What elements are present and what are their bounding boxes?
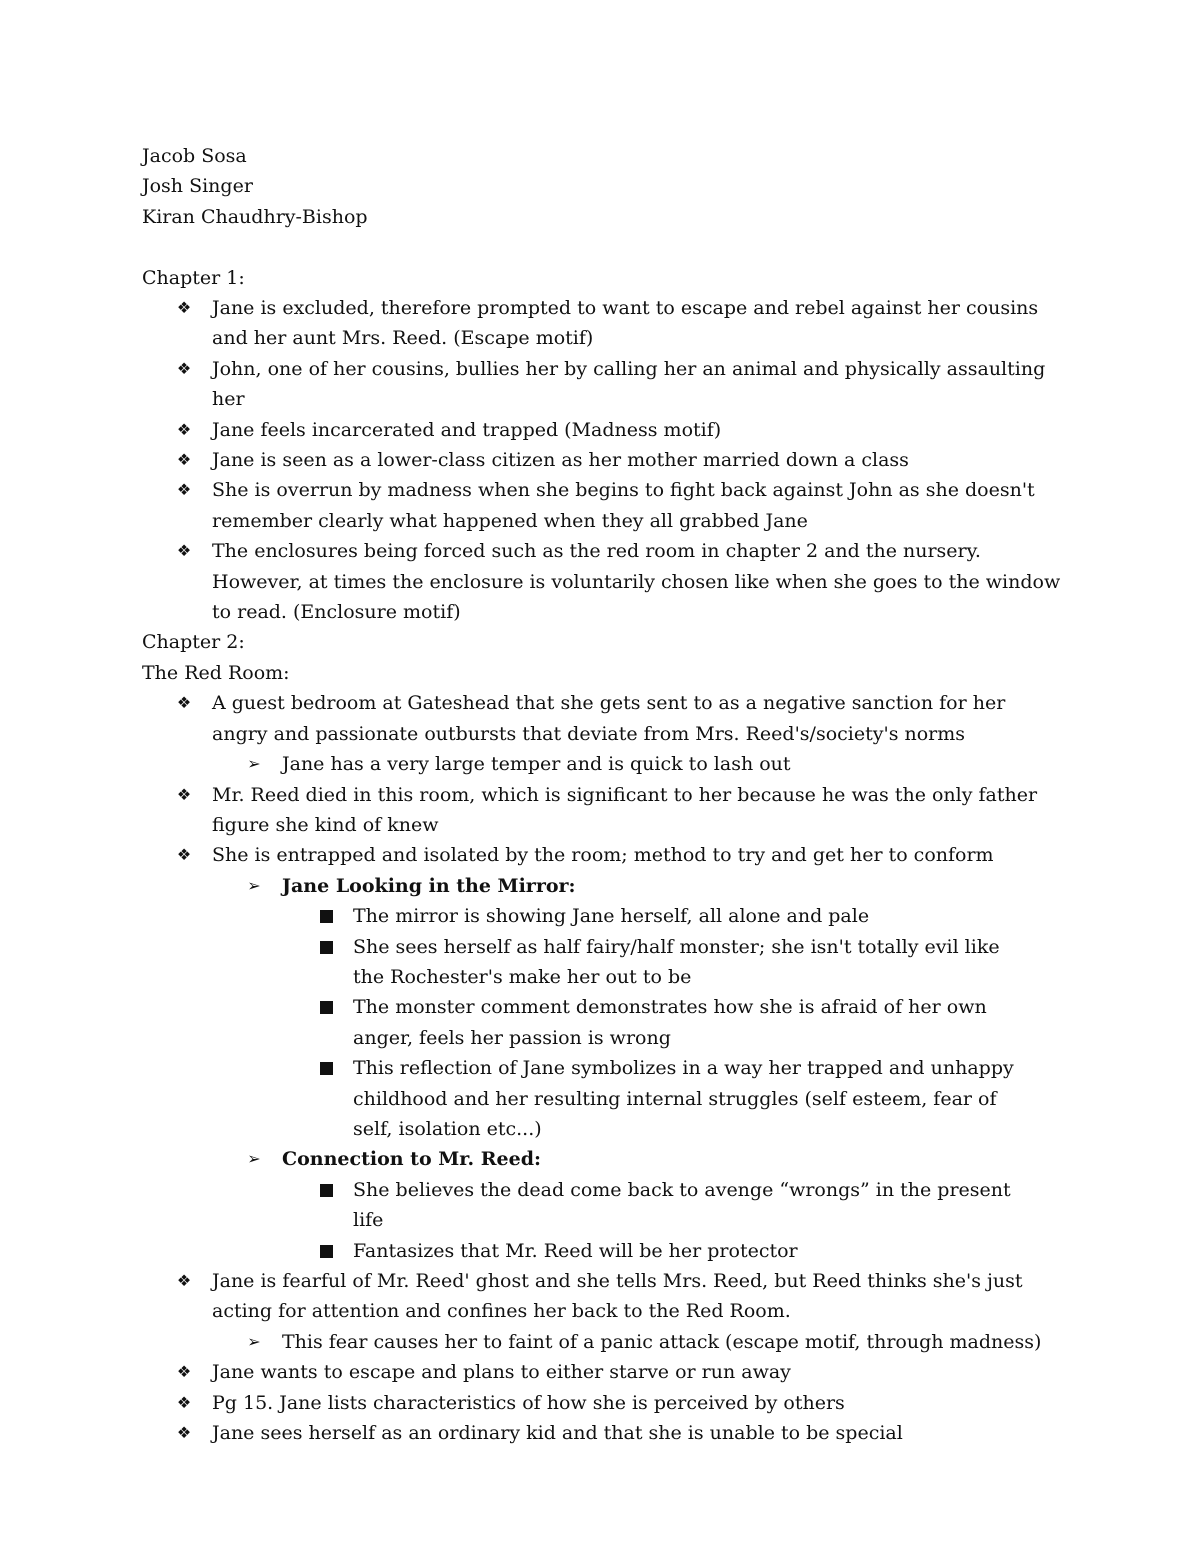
list-item-text: Jane is seen as a lower-class citizen as her mother married down a class (212, 449, 909, 472)
sub-sub-list-item-text: Fantasizes that Mr. Reed will be her protector (353, 1239, 798, 1262)
arrow-bullet-icon: ➢ (247, 1149, 261, 1169)
sub-list-item (142, 1144, 1062, 1174)
diamond-bullet-icon: ❖ (176, 541, 192, 561)
square-bullet-icon (314, 901, 338, 932)
list-item (142, 293, 1062, 354)
diamond-bullet-icon: ❖ (176, 1392, 192, 1412)
sub-sub-list-item (142, 992, 1062, 1053)
list-item-text: The enclosures being forced such as the red room in chapter 2 and the nursery. However, at times the enclosure is voluntarily chosen like when she goes to the window to read. (Enclosure motif) (212, 540, 1061, 624)
list-item (142, 1388, 1062, 1418)
square-bullet-icon (314, 1236, 338, 1267)
author-name: Kiran Chaudhry-Bishop (142, 205, 368, 228)
list-item (142, 354, 1062, 415)
sub-list-item (142, 749, 1062, 779)
list-item (142, 688, 1062, 749)
list-item-text: She is entrapped and isolated by the room; method to try and get her to conform (212, 844, 994, 867)
diamond-bullet-icon: ❖ (176, 784, 192, 804)
blank-line (142, 232, 1062, 262)
list-item (142, 536, 1062, 627)
square-bullet-icon (314, 1053, 338, 1084)
list-item (142, 1357, 1062, 1387)
sub-sub-list-item (142, 1236, 1062, 1266)
sub-sub-list-item (142, 932, 1062, 993)
sub-list-item (142, 1327, 1062, 1357)
author-name: Josh Singer (142, 175, 253, 198)
sub-heading-mirror: Jane Looking in the Mirror: (282, 874, 576, 897)
arrow-bullet-icon: ➢ (247, 875, 261, 895)
chapter-2-heading: Chapter 2: (142, 631, 245, 654)
arrow-bullet-icon: ➢ (247, 1331, 261, 1351)
list-item (142, 780, 1062, 841)
square-bullet-icon (314, 932, 338, 963)
list-item (142, 475, 1062, 536)
diamond-bullet-icon: ❖ (176, 358, 192, 378)
sub-sub-list-item-text: She believes the dead come back to avenge “wrongs” in the present life (353, 1178, 1011, 1232)
sub-list-item-text: This fear causes her to faint of a panic attack (escape motif, through madness) (282, 1330, 1042, 1353)
sub-list-item (142, 871, 1062, 901)
sub-list-item-text: Jane has a very large temper and is quick to lash out (282, 753, 791, 776)
list-item-text: Jane feels incarcerated and trapped (Madness motif) (212, 418, 722, 441)
sub-sub-list-item (142, 901, 1062, 931)
sub-sub-list-item-text: The monster comment demonstrates how she is afraid of her own anger, feels her passion is wrong (353, 996, 987, 1049)
list-item (142, 1266, 1062, 1327)
diamond-bullet-icon: ❖ (176, 1362, 192, 1382)
document-page (142, 141, 1062, 1448)
list-item (142, 415, 1062, 445)
sub-sub-list-item (142, 1053, 1062, 1144)
arrow-bullet-icon: ➢ (247, 754, 261, 774)
sub-sub-list-item-text: She sees herself as half fairy/half monster; she isn't totally evil like the Rochester's make her out to be (353, 935, 1000, 988)
list-item-text: Jane is excluded, therefore prompted to want to escape and rebel against her cousins and her aunt Mrs. Reed. (Escape motif) (212, 297, 1039, 350)
sub-sub-list-item (142, 1175, 1062, 1236)
list-item-text: John, one of her cousins, bullies her by calling her an animal and physically assaulting her (212, 357, 1046, 411)
chapter-1-heading: Chapter 1: (142, 266, 245, 289)
list-item-text: Jane wants to escape and plans to either starve or run away (212, 1361, 791, 1384)
diamond-bullet-icon: ❖ (176, 298, 192, 318)
list-item-text: Jane sees herself as an ordinary kid and that she is unable to be special (212, 1422, 903, 1445)
square-bullet-icon (314, 1175, 338, 1206)
sub-sub-list-item-text: This reflection of Jane symbolizes in a way her trapped and unhappy childhood and her resulting internal struggles (self esteem, fear of self, isolation etc...) (353, 1057, 1014, 1140)
sub-sub-list-item-text: The mirror is showing Jane herself, all alone and pale (353, 905, 870, 928)
diamond-bullet-icon: ❖ (176, 845, 192, 865)
list-item-text: Mr. Reed died in this room, which is significant to her because he was the only father figure she kind of knew (212, 783, 1038, 836)
diamond-bullet-icon: ❖ (176, 450, 192, 470)
diamond-bullet-icon: ❖ (176, 419, 192, 439)
section-heading-red-room: The Red Room: (142, 661, 290, 684)
author-name: Jacob Sosa (142, 145, 247, 167)
list-item (142, 1418, 1062, 1448)
square-bullet-icon (314, 992, 338, 1023)
list-item (142, 840, 1062, 870)
list-item-text: Jane is fearful of Mr. Reed' ghost and she tells Mrs. Reed, but Reed thinks she's just acting for attention and confines her back to the Red Room. (212, 1270, 1023, 1323)
list-item-text: Pg 15. Jane lists characteristics of how she is perceived by others (212, 1391, 845, 1414)
list-item-text: A guest bedroom at Gateshead that she gets sent to as a negative sanction for her angry and passionate outbursts that deviate from Mrs. Reed's/society's norms (212, 692, 1006, 745)
list-item-text: She is overrun by madness when she begins to fight back against John as she doesn't remember clearly what happened when they all grabbed Jane (212, 479, 1035, 532)
sub-heading-connection: Connection to Mr. Reed: (282, 1148, 542, 1171)
list-item (142, 445, 1062, 475)
diamond-bullet-icon: ❖ (176, 693, 192, 713)
diamond-bullet-icon: ❖ (176, 1271, 192, 1291)
diamond-bullet-icon: ❖ (176, 480, 192, 500)
diamond-bullet-icon: ❖ (176, 1423, 192, 1443)
